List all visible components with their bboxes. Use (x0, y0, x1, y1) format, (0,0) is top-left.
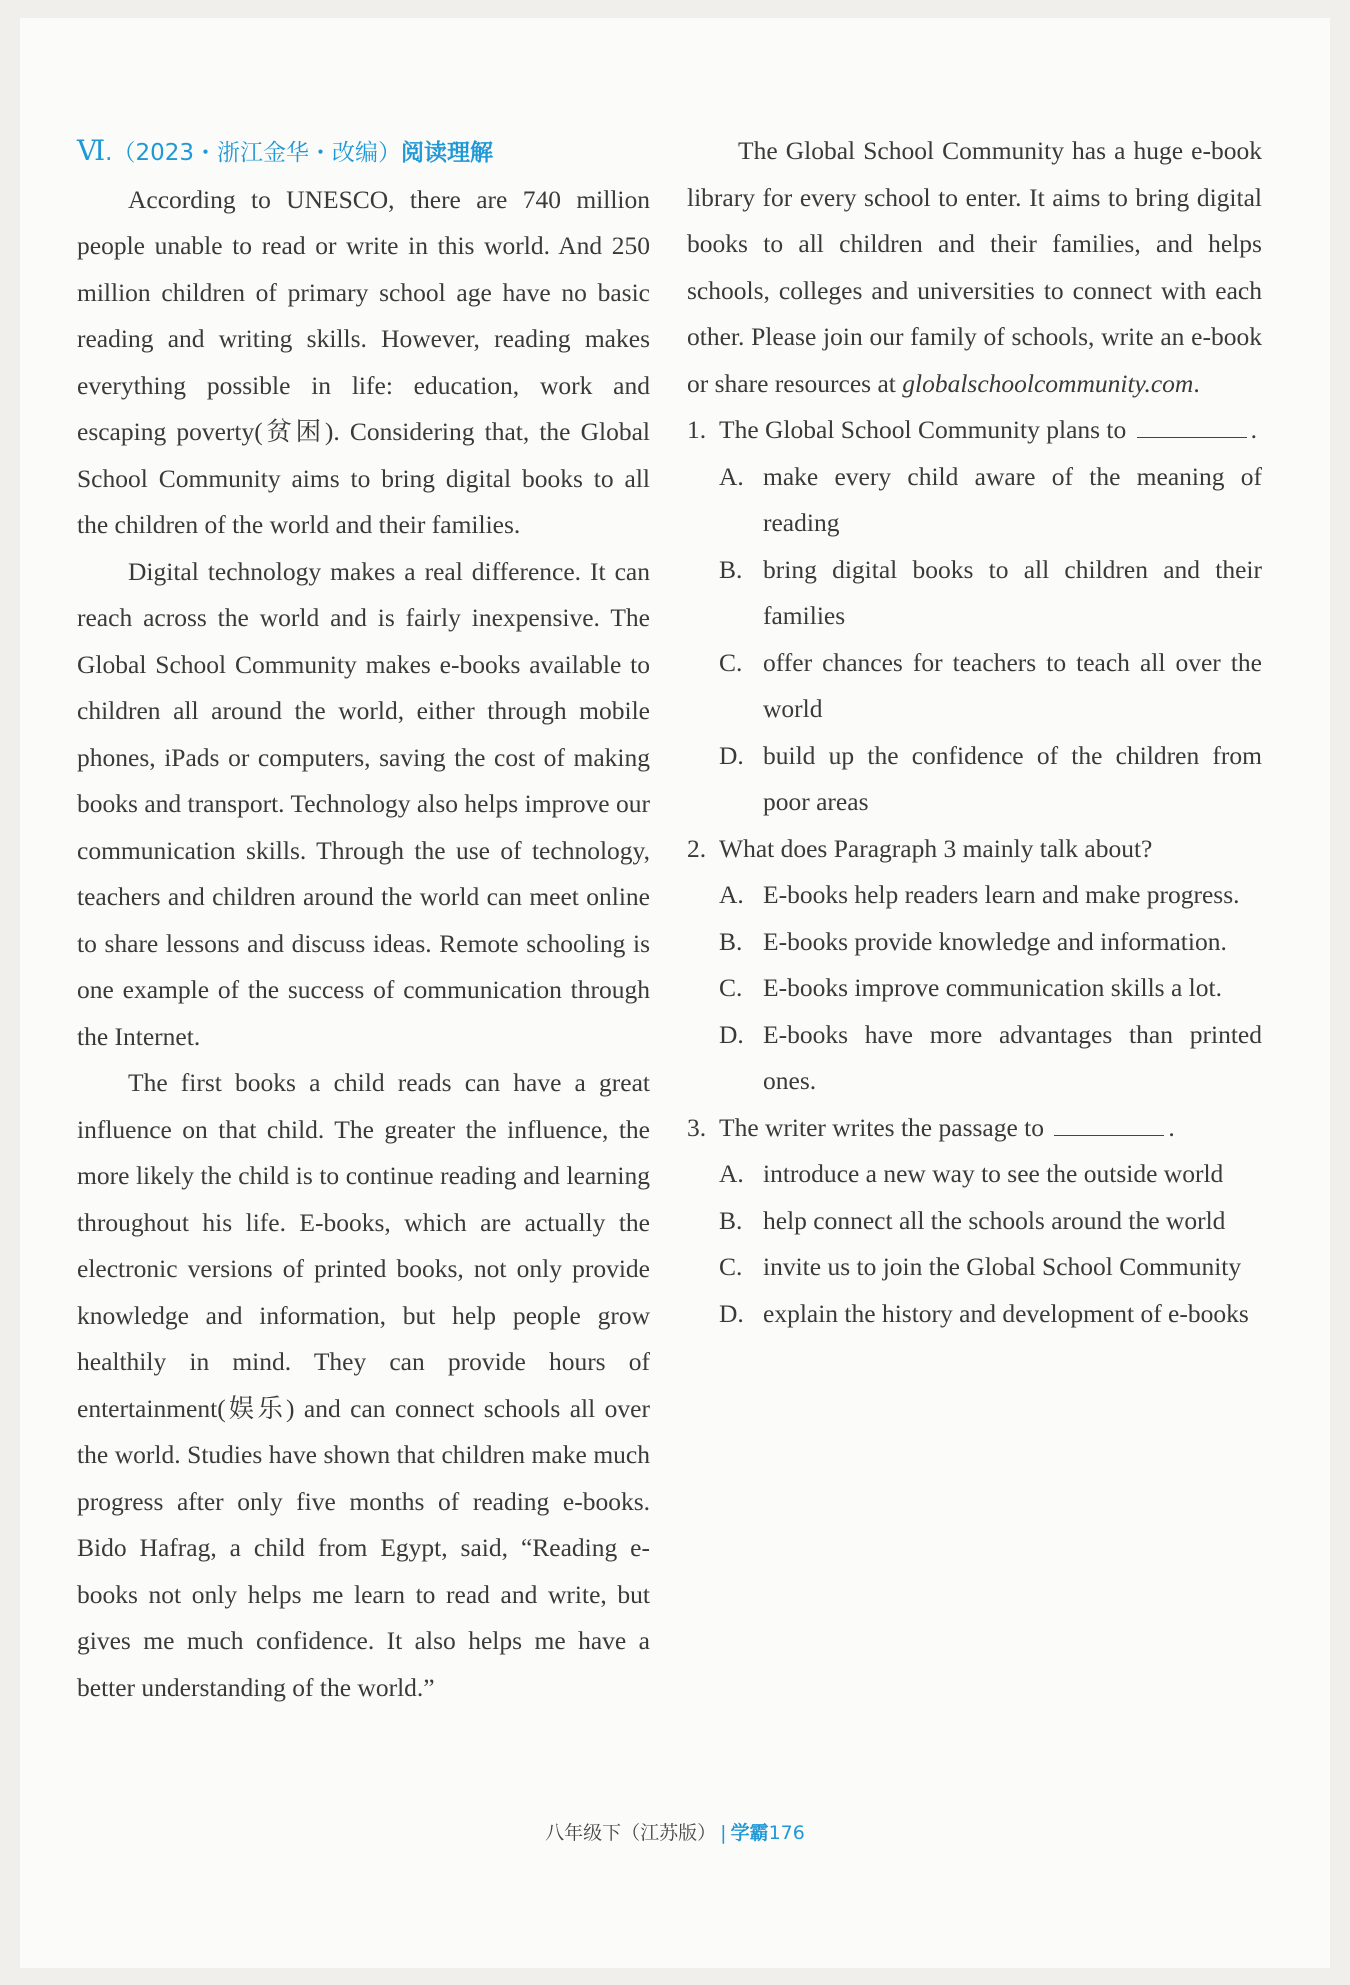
option-letter: D. (719, 1298, 744, 1328)
page-number: 176 (768, 1822, 805, 1844)
option-text: E-books provide knowledge and information. (763, 926, 1227, 956)
option-letter: B. (719, 554, 743, 584)
option-3c[interactable] (687, 1244, 1262, 1291)
option-letter: C. (719, 973, 743, 1002)
question-stem: The writer writes the passage to (719, 1112, 1045, 1142)
paragraph-2: Digital technology makes a real difference. It can reach across the world and is fairly inexpensive. The Global School Community makes e-books available to children all around the world, either through mobile phones, iPads or computers, saving the cost of making books and transport. Technology also helps improve our communication skills. Through the use of technology, teachers and children around the world can meet online to share lessons and discuss ideas. Remote schooling is one example of the success of communication through the Internet. (77, 556, 650, 1051)
option-letter: A. (719, 1159, 744, 1188)
question-1: 1. The Global School Community plans to . (687, 407, 1262, 454)
question-stem: The Global School Community plans to (719, 415, 1127, 444)
option-1c[interactable] (687, 640, 1262, 733)
website-url: globalschoolcommunity.com (902, 368, 1194, 398)
option-letter: A. (719, 880, 744, 909)
paragraph-4-text: The Global School Community has a huge e-book library for every school to enter. It aims to bring digital books to all children and their families, and helps schools, colleges and universities to connect with each other. Please join our family of schools, write an e-book or share resources at (687, 136, 1262, 398)
option-letter: D. (719, 1019, 744, 1049)
left-column (77, 128, 650, 1711)
option-letter: D. (719, 740, 744, 770)
option-letter: C. (719, 647, 743, 677)
option-text: help connect all the schools around the world (763, 1205, 1226, 1235)
paragraph-4-end: . (1193, 368, 1200, 398)
paragraph-1: According to UNESCO, there are 740 million people unable to read or write in this world. And 250 million children of primary school age have no basic reading and writing skills. However, reading makes everything possible in life: education, work and escaping poverty(贫困). Considering that, the Global School Community aims to bring digital books to all the children of the world and their families. (77, 184, 650, 539)
option-2d[interactable] (687, 1012, 1262, 1105)
question-number: 1. (687, 415, 707, 444)
option-text: offer chances for teachers to teach all over the world (763, 647, 1262, 723)
footer-grade: 八年级下（江苏版） (545, 1822, 717, 1844)
section-heading (77, 128, 650, 177)
answer-blank[interactable] (1137, 407, 1247, 438)
option-1b[interactable] (687, 547, 1262, 640)
option-text: make every child aware of the meaning of reading (763, 461, 1262, 537)
question-number: 3. (687, 1112, 707, 1142)
option-text: introduce a new way to see the outside world (763, 1159, 1224, 1188)
option-1a[interactable] (687, 454, 1262, 547)
section-title: 阅读理解 (401, 140, 494, 166)
question-2 (687, 826, 1262, 873)
question-stem: What does Paragraph 3 mainly talk about? (719, 833, 1153, 863)
paragraph-4 (687, 128, 1262, 407)
option-text: bring digital books to all children and their families (763, 554, 1262, 630)
option-3a[interactable] (687, 1151, 1262, 1198)
option-3b[interactable] (687, 1198, 1262, 1245)
section-source: .（2023・浙江金华・改编） (105, 140, 402, 166)
option-letter: C. (719, 1252, 743, 1281)
footer-separator: | (720, 1822, 727, 1844)
option-letter: A. (719, 461, 744, 491)
paragraph-3: The first books a child reads can have a great influence on that child. The greater the influence, the more likely the child is to continue reading and learning throughout his life. E-books, which are actually the electronic versions of printed books, not only provide knowledge and information, but help people grow healthily in mind. They can provide hours of entertainment(娱乐) and can connect schools all over the world. Studies have shown that children make much progress after only five months of reading e-books. Bido Hafrag, a child from Egypt, said, “Reading e-books not only helps me learn to read and write, but gives me much confidence. It also helps me have a better understanding of the world.” (77, 1068, 650, 1702)
option-text: build up the confidence of the children from poor areas (763, 740, 1262, 816)
question-3: 3. The writer writes the passage to . (687, 1105, 1262, 1152)
option-1d[interactable] (687, 733, 1262, 826)
option-2b[interactable] (687, 919, 1262, 966)
right-column (687, 128, 1262, 1337)
option-text: invite us to join the Global School Community (763, 1252, 1242, 1281)
footer-brand: 学霸 (730, 1822, 769, 1844)
option-text: E-books have more advantages than printed ones. (763, 1019, 1262, 1095)
option-text: E-books improve communication skills a lot. (763, 973, 1222, 1002)
option-2a[interactable] (687, 872, 1262, 919)
option-3d[interactable] (687, 1291, 1262, 1338)
section-numeral: Ⅵ (77, 134, 106, 167)
option-text: explain the history and development of e-books (763, 1298, 1249, 1328)
question-number: 2. (687, 833, 707, 863)
page-footer (0, 1818, 1350, 1845)
option-letter: B. (719, 1205, 743, 1235)
answer-blank[interactable] (1054, 1105, 1164, 1136)
option-letter: B. (719, 926, 743, 956)
option-text: E-books help readers learn and make progress. (763, 880, 1240, 909)
option-2c[interactable] (687, 965, 1262, 1012)
